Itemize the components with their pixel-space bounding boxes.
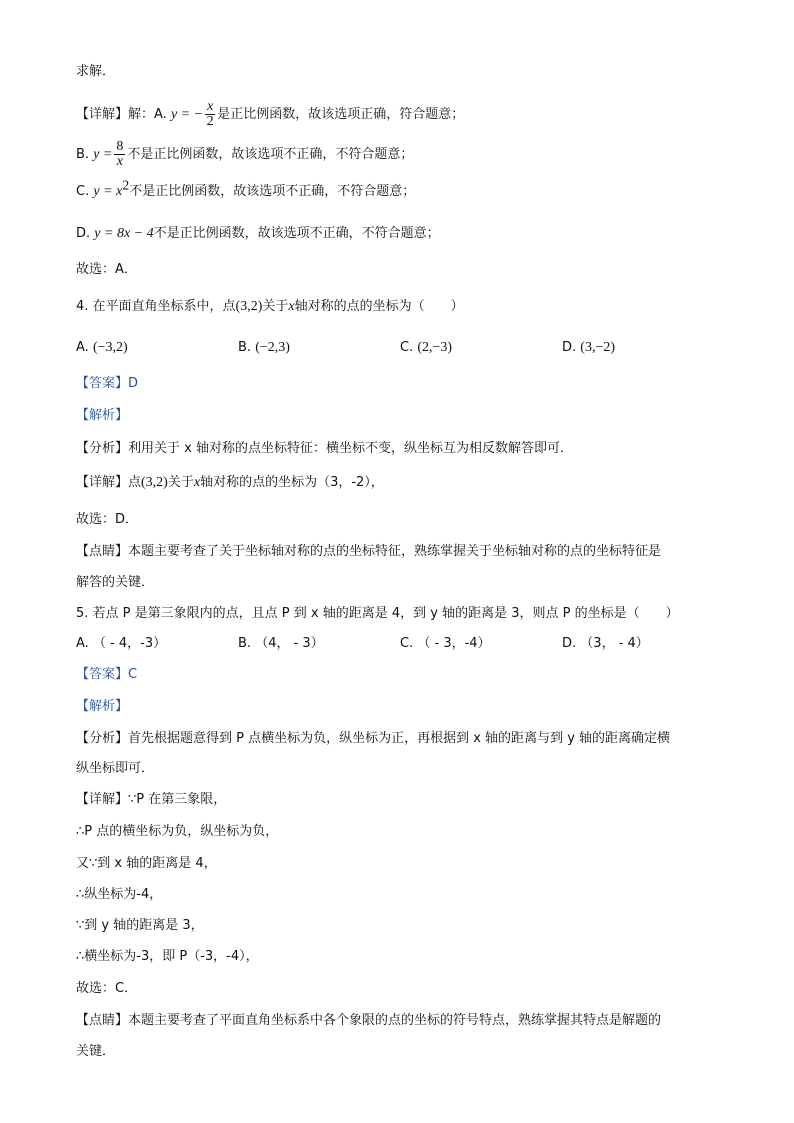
q4-option-a[interactable] (76, 339, 128, 357)
text-segment: 不是正比例函数，故该选项不正确，不符合题意； (127, 147, 414, 162)
analysis-text-1: 【分析】首先根据题意得到 P 点横坐标为负，纵坐标为正，再根据到 x 轴的距离与到 y 轴的距离确定横 (76, 731, 671, 746)
question-4 (76, 298, 464, 316)
comment-line-2: 关键． (76, 1044, 116, 1059)
fraction-numerator: x (207, 99, 214, 114)
option-label: C. (400, 340, 414, 355)
math-var: x (193, 475, 201, 490)
option-label: A. (76, 636, 89, 651)
text-segment: 【详解】点 (76, 475, 142, 490)
fraction-denominator: x (116, 154, 123, 169)
text-segment: 关于 (167, 475, 194, 490)
detail-line: ∴横坐标为-3，即 P（-3，-4）， (76, 949, 259, 964)
detail-line: ∴纵坐标为-4， (76, 887, 163, 902)
fraction (205, 100, 215, 129)
q5-option-b[interactable] (238, 635, 324, 653)
q4-option-b[interactable] (238, 339, 290, 357)
option-label: B. (238, 636, 252, 651)
option-value: （4， - 3） (255, 636, 324, 651)
math-expr: y = x (93, 184, 123, 199)
text-segment: 关于 (262, 299, 289, 314)
detail-option-c (76, 178, 416, 201)
detail-option-b (76, 140, 413, 169)
option-value: （3， - 4） (580, 636, 649, 651)
option-label: B. (238, 340, 252, 355)
option-value: (3,−2) (580, 340, 616, 355)
answer-label: 【答案】C (76, 667, 138, 682)
math-expr: y = − (170, 107, 204, 122)
detail-option-d (76, 225, 440, 243)
option-label: D. (76, 226, 91, 241)
comment-line-1: 【点睛】本题主要考查了关于坐标轴对称的点的坐标特征，熟练掌握关于坐标轴对称的点的坐标特征是 (76, 544, 662, 559)
choice-line: 故选：A． (76, 262, 137, 277)
q4-option-c[interactable] (400, 339, 452, 357)
analysis-text: 【分析】利用关于 x 轴对称的点坐标特征：横坐标不变，纵坐标互为相反数解答即可． (76, 441, 573, 456)
text-line: 求解． (76, 64, 116, 79)
option-label: C. (400, 636, 414, 651)
comment-line-1: 【点睛】本题主要考查了平面直角坐标系中各个象限的点的坐标的符号特点，熟练掌握其特点是解题的 (76, 1013, 662, 1028)
math-expr: y = 8x − 4 (94, 226, 154, 241)
text-segment: 轴对称的点的坐标为（ ） (294, 299, 464, 314)
option-label: C. (76, 184, 90, 199)
option-label: B. (76, 147, 90, 162)
math-var: x (288, 299, 295, 314)
option-value: (−3,2) (92, 340, 128, 355)
text-segment: 不是正比例函数，故该选项不正确，不符合题意； (153, 226, 440, 241)
detail-line: ∵到 y 轴的距离是 3， (76, 918, 204, 933)
fraction-denominator: 2 (206, 114, 214, 129)
option-value: （ - 3，-4） (417, 636, 491, 651)
detail-label: 【详解】解：A. (76, 107, 167, 122)
math-point: (3,2) (141, 475, 168, 490)
analysis-text-2: 纵坐标即可． (76, 761, 155, 776)
text-segment: 4. 在平面直角坐标系中，点 (76, 299, 236, 314)
analysis-label: 【解析】 (76, 699, 129, 714)
detail-line: 【详解】∵P 在第三象限， (76, 792, 227, 807)
option-value: (2,−3) (417, 340, 453, 355)
option-value: （ - 4，-3） (92, 636, 167, 651)
comment-line-2: 解答的关键． (76, 575, 155, 590)
analysis-label: 【解析】 (76, 408, 129, 423)
math-point: (3,2) (235, 299, 263, 314)
fraction-numerator: 8 (116, 139, 124, 154)
q5-option-d[interactable] (562, 635, 649, 653)
option-label: D. (562, 636, 577, 651)
q5-option-a[interactable] (76, 635, 166, 653)
detail-line: ∴P 点的横坐标为负，纵坐标为负， (76, 824, 279, 839)
fraction (114, 140, 125, 169)
text-segment: 是正比例函数，故该选项正确，符合题意； (217, 107, 465, 122)
superscript: 2 (122, 178, 130, 194)
detail-line: 又∵到 x 轴的距离是 4， (76, 856, 217, 871)
option-label: D. (562, 340, 577, 355)
q5-option-c[interactable] (400, 635, 491, 653)
choice-line: 故选：C． (76, 981, 138, 996)
math-expr: y = (93, 147, 113, 162)
text-segment: 不是正比例函数，故该选项不正确，不符合题意； (129, 184, 416, 199)
option-value: (−2,3) (255, 340, 290, 355)
detail-option-a (76, 100, 464, 129)
option-label: A. (76, 340, 89, 355)
question-5: 5. 若点 P 是第三象限内的点，且点 P 到 x 轴的距离是 4，到 y 轴的距离是 3，则点 P 的坐标是（ ） (76, 606, 679, 621)
text-segment: 轴对称的点的坐标为（3，-2）， (200, 475, 384, 490)
q4-option-d[interactable] (562, 339, 615, 357)
detail-line (76, 474, 384, 492)
answer-label: 【答案】D (76, 376, 139, 391)
choice-line: 故选：D． (76, 512, 139, 527)
